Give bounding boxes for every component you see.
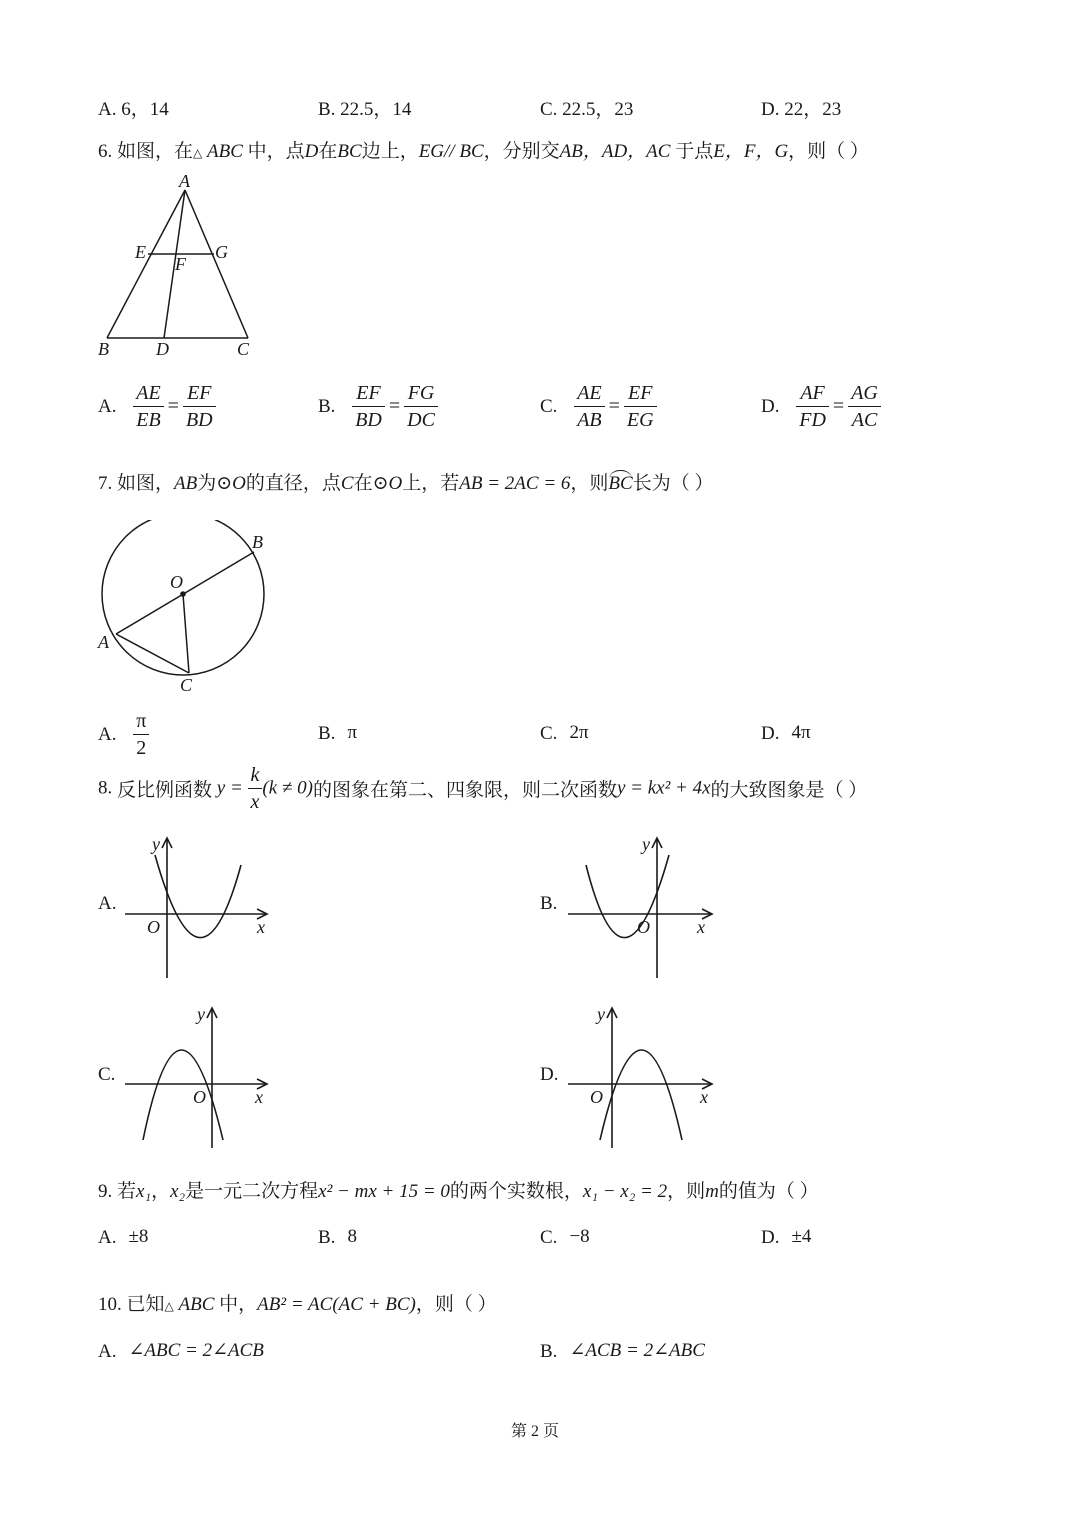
q10-question: 10. 已知△ ABC 中，AB² = AC(AC + BC)，则（ ） [98, 1294, 497, 1315]
svg-text:x: x [255, 1087, 263, 1107]
svg-text:y: y [152, 834, 160, 854]
label-e: E [135, 242, 146, 262]
q9-option-c: C. −8 [540, 1226, 590, 1248]
q6-option-c: C. $\frac{AE}{AB}$ = $\frac{EF}{EG}$ [540, 380, 657, 433]
q8-graph-c [115, 1000, 285, 1155]
q8-graph-b [560, 830, 730, 985]
q8-option-c-label: C. [98, 1064, 116, 1085]
label-b: B [98, 339, 109, 359]
svg-text:x: x [697, 917, 705, 937]
q8-option-d-label: D. [540, 1064, 559, 1085]
q5-option-a: A. 6，14 [98, 99, 169, 120]
q8-question: 8. 反比例函数 y = $\frac{k}{x}$ (k ≠ 0)的图象在第二、四象限，则二次函数y = kx² + 4x的大致图象是（ ） [98, 764, 868, 813]
q6-option-d: D. $\frac{AF}{FD}$ = $\frac{AG}{AC}$ [761, 380, 881, 433]
label-g: G [215, 242, 228, 262]
q6-option-b: B. $\frac{EF}{BD}$ = $\frac{FG}{DC}$ [318, 380, 438, 433]
q7-circle-figure [90, 520, 290, 700]
q10-option-a: A. ∠ABC = 2∠ACB [98, 1340, 264, 1362]
svg-text:O: O [637, 917, 650, 937]
q7-option-c: C. 2π [540, 722, 589, 744]
q8-graph-a [115, 830, 285, 985]
q9-option-b: B. 8 [318, 1226, 357, 1248]
label-c: C [237, 339, 250, 359]
svg-text:y: y [597, 1004, 605, 1024]
svg-text:x: x [700, 1087, 708, 1107]
svg-text:O: O [193, 1087, 206, 1107]
q9-option-a: A. ±8 [98, 1226, 149, 1248]
q5-option-c: C. 22.5，23 [540, 99, 634, 120]
q6-triangle-figure [90, 170, 270, 365]
q7-option-b: B. π [318, 722, 358, 744]
label-b: B [252, 532, 263, 552]
q5-option-b: B. 22.5，14 [318, 99, 412, 120]
label-o: O [170, 572, 183, 592]
label-a: A [98, 632, 109, 652]
q9-question: 9. 若x₁，x₂是一元二次方程x² − mx + 15 = 0的两个实数根，x₁ − x₂ = 2，则m的值为（ ） [98, 1181, 819, 1202]
svg-text:O: O [147, 917, 160, 937]
label-c: C [180, 675, 193, 695]
q7-option-d: D. 4π [761, 722, 811, 744]
q8-graph-d [560, 1000, 730, 1155]
label-d: D [156, 339, 169, 359]
q6-option-a: A. $\frac{AE}{EB}$ = $\frac{EF}{BD}$ [98, 380, 216, 433]
q5-option-d: D. 22，23 [761, 99, 842, 120]
label-a: A [179, 171, 190, 191]
q10-option-b: B. ∠ACB = 2∠ABC [540, 1340, 705, 1362]
label-f: F [175, 254, 186, 274]
svg-text:O: O [590, 1087, 603, 1107]
svg-text:y: y [197, 1004, 205, 1024]
q7-option-a: A. $\frac{\pi}{2}$ [98, 708, 149, 761]
q8-option-a-label: A. [98, 893, 117, 914]
q6-question: 6. 如图，在△ ABC 中，点D在BC边上，EG// BC，分别交AB，AD，AC 于点E，F，G，则（ ） [98, 141, 869, 162]
page-number: 第 2 页 [511, 1423, 560, 1440]
svg-text:y: y [642, 834, 650, 854]
svg-text:x: x [257, 917, 265, 937]
q9-option-d: D. ±4 [761, 1226, 812, 1248]
q7-question: 7. 如图，AB为⊙O的直径，点C在⊙O上，若AB = 2AC = 6，则BC长为（ ） [98, 473, 714, 494]
q8-option-b-label: B. [540, 893, 558, 914]
